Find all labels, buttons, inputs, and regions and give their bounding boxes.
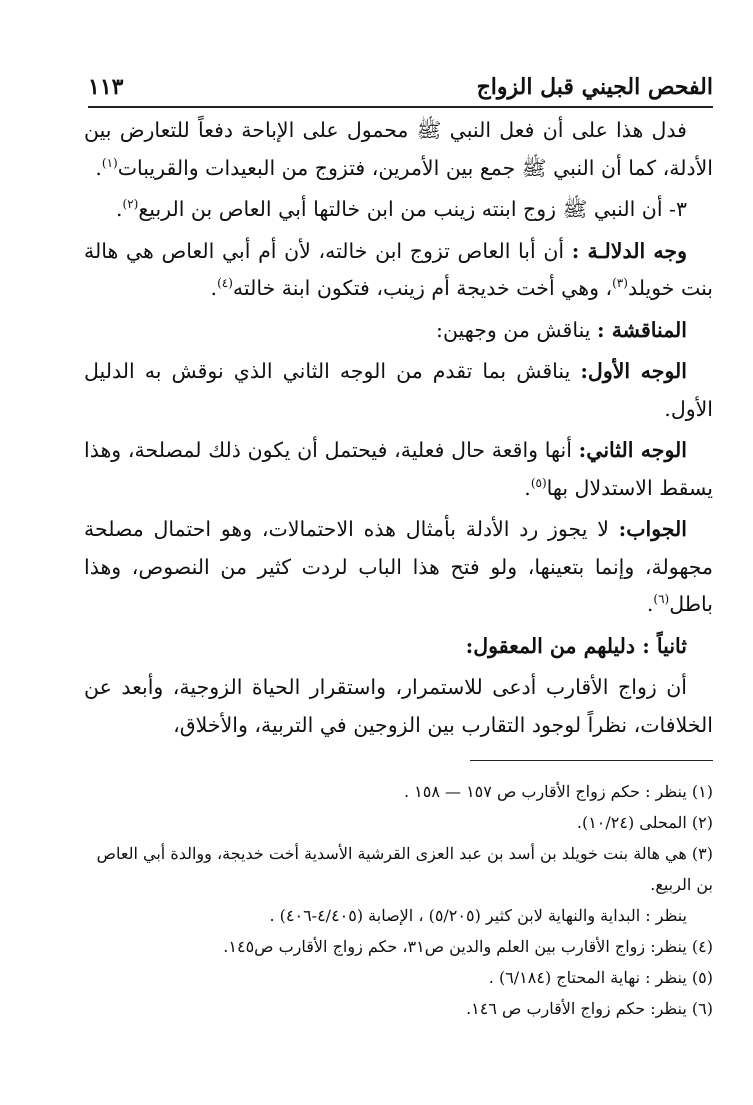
footnote-ref: (٥): [530, 475, 547, 490]
paragraph-label: الوجه الأول:: [580, 359, 687, 383]
paragraph: ٣- أن النبي ﷺ زوج ابنته زينب من ابن خالتها أبي العاص بن الربيع$^{(٢)}$.: [116, 197, 687, 221]
footnote-separator: [470, 760, 713, 761]
paragraph-text: أنها واقعة حال فعلية، فيحتمل أن يكون ذلك لمصلحة، وهذا يسقط الاستدلال بها: [84, 438, 713, 500]
paragraph-text: ٣- أن النبي ﷺ زوج ابنته زينب من ابن خالتها أبي العاص بن الربيع: [138, 197, 687, 221]
paragraph: الوجه الثاني: أنها واقعة حال فعلية، فيحتمل أن يكون ذلك لمصلحة، وهذا يسقط الاستدلال بها$^{(٥)}$.: [84, 438, 713, 500]
footnote-ref: (١): [101, 155, 118, 170]
paragraph-text: أن أبا العاص تزوج ابن خالته، لأن أم أبي العاص هي هالة بنت خويلد: [84, 238, 713, 300]
section-heading: [84, 628, 713, 666]
page-number: ١١٣: [88, 74, 124, 100]
footnote: (٢) المحلى (١٠/٢٤).: [576, 813, 713, 832]
running-header: [88, 64, 713, 108]
main-text: [84, 112, 713, 748]
footnote: (٥) ينظر : نهاية المحتاج (٦/١٨٤) .: [488, 968, 713, 987]
footnote-ref: (٦): [653, 592, 670, 607]
paragraph-text: أن زواج الأقارب أدعى للاستمرار، واستقرار الحياة الزوجية، وأبعد عن الخلافات، نظراً لوجود التقارب بين الزوجين في التربية، والأخلاق،: [84, 675, 713, 737]
paragraph-label: وجه الدلالـة :: [571, 238, 687, 263]
paragraph: [84, 669, 713, 744]
footnotes: [84, 776, 713, 1024]
heading-text: ثانياً : دليلهم من المعقول:: [465, 633, 687, 658]
paragraph-label: الجواب:: [618, 517, 687, 541]
footnote-continuation: ينظر : البداية والنهاية لابن كثير (٥/٢٠٥) ، الإصابة (٤/٤٠٥-٤٠٦) .: [269, 906, 687, 925]
paragraph: فدل هذا على أن فعل النبي ﷺ محمول على الإباحة دفعاً للتعارض بين الأدلة، كما أن النبي ﷺ جمع بين الأمرين، فتزوج من البعيدات والقريبات$^{(١)}$.: [84, 118, 713, 180]
paragraph-label: الوجه الثاني:: [578, 438, 687, 462]
paragraph: [84, 312, 713, 350]
footnote-ref: (٤): [217, 276, 233, 291]
paragraph: الجواب: لا يجوز رد الأدلة بأمثال هذه الاحتمالات، وهو احتمال مصلحة مجهولة، وإنما بتعينها، ولو فتح هذا الباب لردت كثير من النصوص، وهذا باطل$^{(٦)}$.: [84, 517, 713, 616]
paragraph: وجه الدلالـة : أن أبا العاص تزوج ابن خالته، لأن أم أبي العاص هي هالة بنت خويلد$^{(٣)}$، وهي أخت خديجة أم زينب، فتكون ابنة خالته$^{(٤)}$.: [84, 238, 713, 300]
paragraph: [84, 353, 713, 428]
paragraph-text: لا يجوز رد الأدلة بأمثال هذه الاحتمالات، وهو احتمال مصلحة مجهولة، وإنما بتعينها، ولو فتح هذا الباب لردت كثير من النصوص، وهذا باطل: [84, 517, 713, 616]
paragraph-text: يناقش من وجهين:: [436, 317, 597, 342]
footnote-ref: (٢): [122, 197, 139, 212]
paragraph-label: المناقشة :: [596, 317, 687, 342]
footnote: (١) ينظر : حكم زواج الأقارب ص ١٥٧ — ١٥٨ .: [403, 782, 713, 801]
paragraph-text: ، وهي أخت خديجة أم زينب، فتكون ابنة خالته: [232, 276, 613, 300]
footnote-ref: (٣): [612, 276, 628, 291]
footnote: (٤) ينظر: زواج الأقارب بين العلم والدين ص٣١، حكم زواج الأقارب ص١٤٥.: [223, 937, 713, 956]
footnote: (٣) هي هالة بنت خويلد بن أسد بن عبد العزى القرشية الأسدية أخت خديجة، ووالدة أبي العاص بن الربيع.: [96, 844, 713, 894]
paragraph-text: فدل هذا على أن فعل النبي ﷺ محمول على الإباحة دفعاً للتعارض بين الأدلة، كما أن النبي ﷺ جمع بين الأمرين، فتزوج من البعيدات والقريبات: [84, 118, 713, 180]
running-title: الفحص الجيني قبل الزواج: [476, 74, 713, 100]
footnote: (٦) ينظر: حكم زواج الأقارب ص ١٤٦.: [466, 999, 713, 1018]
paragraph-text: يناقش بما تقدم من الوجه الثاني الذي نوقش به الدليل الأول.: [84, 359, 713, 421]
